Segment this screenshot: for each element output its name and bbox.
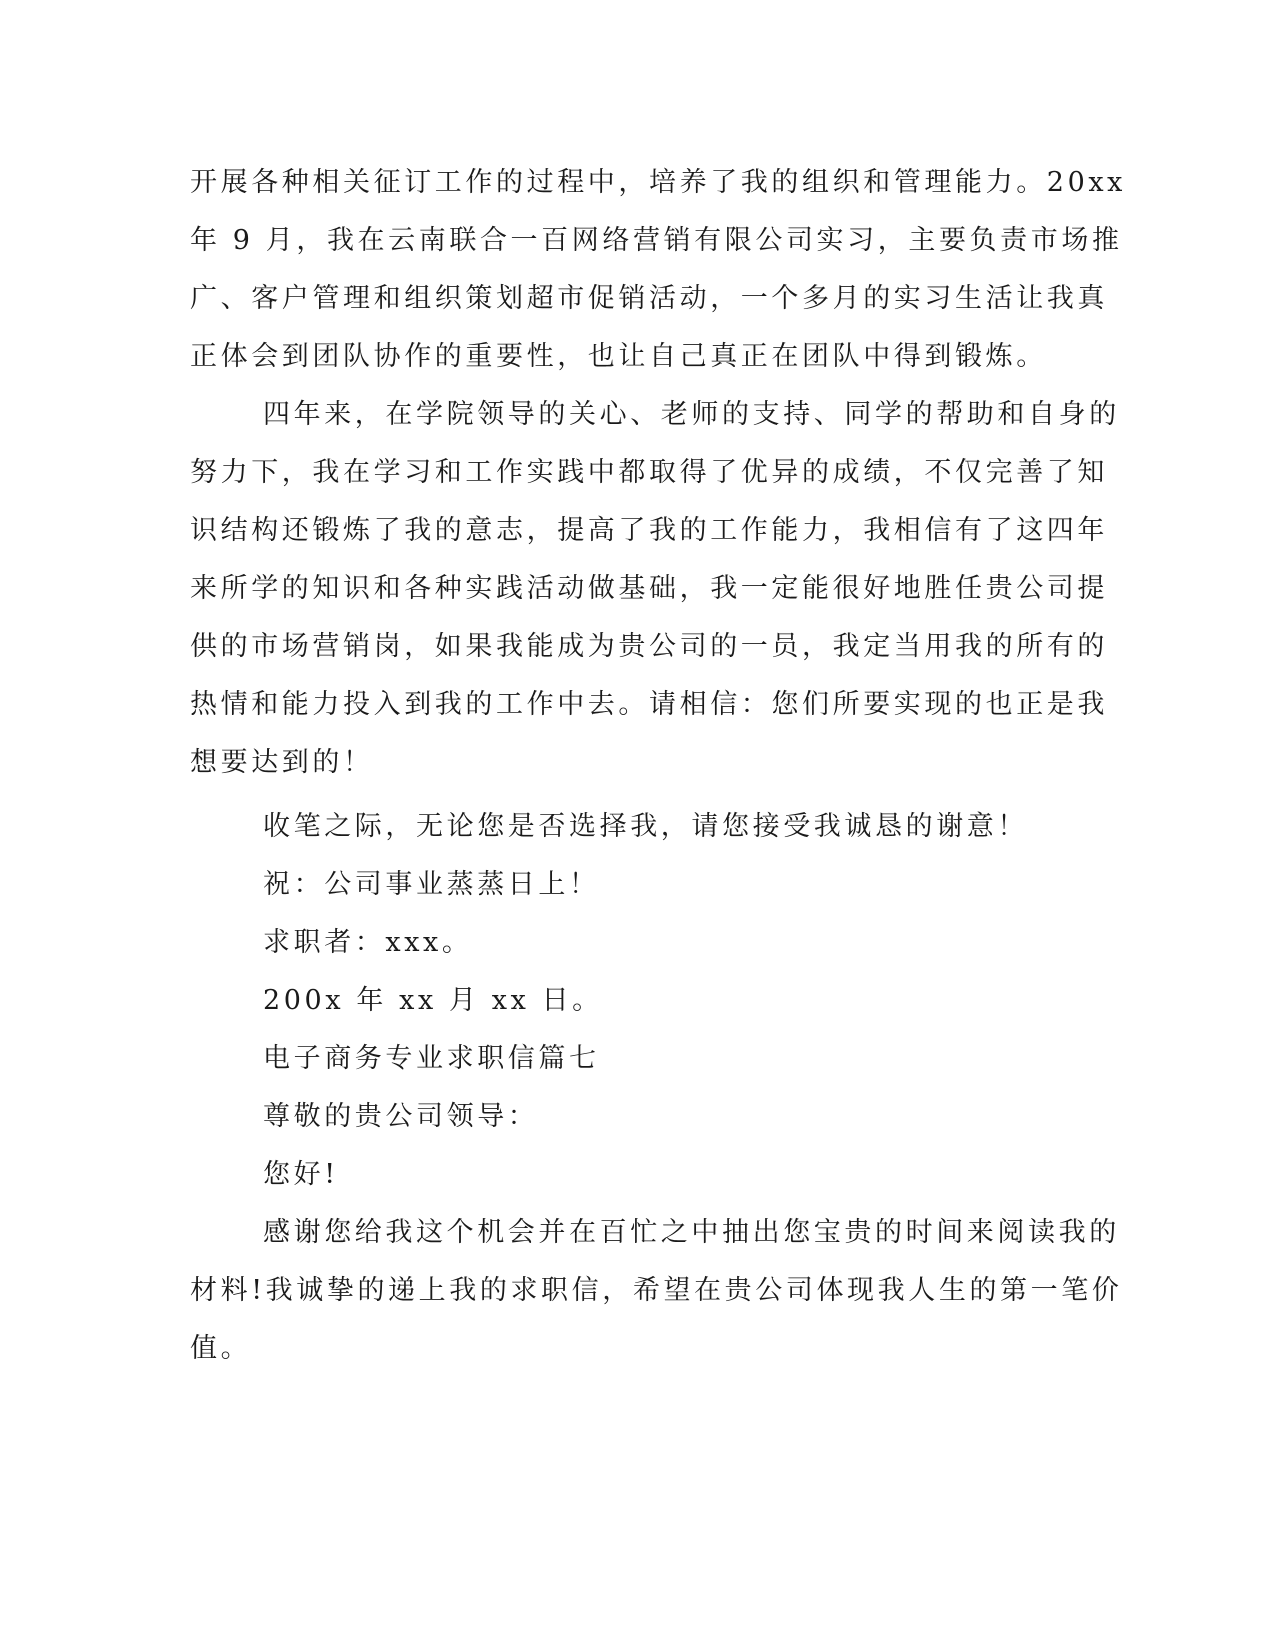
salutation: 尊敬的贵公司领导： [263, 1101, 539, 1132]
paragraph-line: 努力下，我在学习和工作实践中都取得了优异的成绩，不仅完善了知 [190, 457, 1108, 488]
letter-date: 200x 年 xx 月 xx 日。 [263, 985, 603, 1016]
paragraph-line: 识结构还锻炼了我的意志，提高了我的工作能力，我相信有了这四年 [190, 515, 1108, 546]
paragraph-line: 供的市场营销岗，如果我能成为贵公司的一员，我定当用我的所有的 [190, 631, 1108, 662]
paragraph-line: 感谢您给我这个机会并在百忙之中抽出您宝贵的时间来阅读我的 [263, 1217, 1120, 1248]
paragraph-line: 热情和能力投入到我的工作中去。请相信：您们所要实现的也正是我 [190, 689, 1108, 720]
paragraph-line: 年 9 月，我在云南联合一百网络营销有限公司实习，主要负责市场推 [190, 225, 1123, 256]
paragraph-line: 材料!我诚挚的递上我的求职信，希望在贵公司体现我人生的第一笔价 [190, 1275, 1123, 1306]
paragraph-line: 正体会到团队协作的重要性，也让自己真正在团队中得到锻炼。 [190, 341, 1047, 372]
paragraph-line: 来所学的知识和各种实践活动做基础，我一定能很好地胜任贵公司提 [190, 573, 1108, 604]
applicant-signature: 求职者：xxx。 [263, 927, 473, 958]
greeting: 您好! [263, 1159, 339, 1190]
paragraph-line: 四年来，在学院领导的关心、老师的支持、同学的帮助和自身的 [263, 399, 1120, 430]
closing-line: 收笔之际，无论您是否选择我，请您接受我诚恳的谢意！ [263, 811, 1028, 842]
closing-wish: 祝：公司事业蒸蒸日上！ [263, 869, 600, 900]
section-title: 电子商务专业求职信篇七 [263, 1043, 600, 1074]
paragraph-line: 开展各种相关征订工作的过程中，培养了我的组织和管理能力。20xx [190, 167, 1127, 198]
paragraph-line: 想要达到的！ [190, 747, 374, 778]
paragraph-line: 广、客户管理和组织策划超市促销活动，一个多月的实习生活让我真 [190, 283, 1108, 314]
paragraph-line: 值。 [190, 1333, 252, 1364]
